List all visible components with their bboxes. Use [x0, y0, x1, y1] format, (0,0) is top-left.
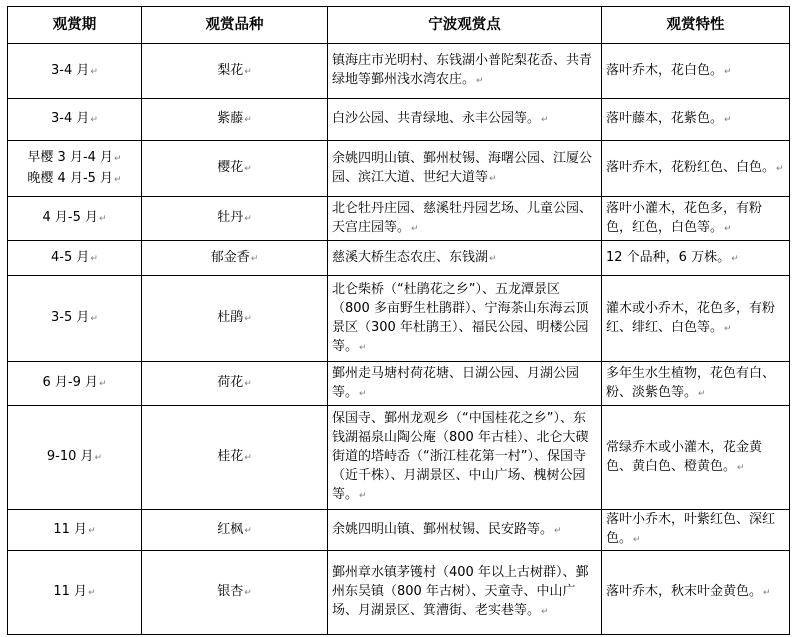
paragraph-mark-icon: ↵	[90, 115, 98, 125]
paragraph-mark-icon: ↵	[88, 525, 96, 536]
paragraph-mark-icon: ↵	[776, 164, 784, 174]
period-text	[12, 169, 137, 190]
paragraph-mark-icon: ↵	[737, 462, 745, 473]
places-text: 慈溪大桥生态农庄、东钱湖	[332, 249, 489, 265]
period-text: 3-5 月	[51, 310, 90, 325]
places-cell	[328, 276, 602, 362]
places-text: 余姚四明山镇、鄞州杖锡、海曙公园、江厦公园、滨江大道、世纪大道等	[332, 150, 593, 185]
period-text: 9-10 月	[46, 449, 94, 464]
variety-text: 郁金香	[210, 249, 250, 265]
features-text: 落叶小乔木，叶紫红色、深红色。	[606, 512, 776, 546]
variety-text: 樱花	[217, 160, 244, 175]
variety-cell	[142, 241, 328, 276]
variety-text: 银杏	[217, 584, 244, 599]
paragraph-mark-icon: ↵	[541, 607, 549, 617]
paragraph-mark-icon: ↵	[244, 588, 252, 598]
paragraph-mark-icon: ↵	[244, 66, 252, 77]
paragraph-mark-icon: ↵	[90, 314, 98, 324]
variety-text: 杜鹃	[217, 310, 244, 325]
variety-cell	[142, 510, 328, 551]
features-cell	[602, 44, 790, 99]
places-text: 鄞州走马塘村荷花塘、日湖公园、月湖公园等。	[332, 365, 580, 400]
features-cell	[602, 362, 790, 406]
paragraph-mark-icon: ↵	[90, 253, 98, 264]
period-cell	[8, 44, 142, 99]
paragraph-mark-icon: ↵	[541, 115, 549, 125]
table-row	[8, 510, 790, 551]
paragraph-mark-icon: ↵	[724, 66, 732, 77]
table-row	[8, 99, 790, 141]
paragraph-mark-icon: ↵	[244, 379, 252, 389]
places-text: 鄞州章水镇茅镬村（400 年以上古树群）、鄞州东吴镇（800 年古树）、天童寺、中山广场、月湖景区、箕漕街、老实巷等。	[332, 565, 589, 618]
paragraph-mark-icon: ↵	[98, 379, 107, 389]
paragraph-mark-icon: ↵	[731, 253, 739, 264]
paragraph-mark-icon: ↵	[244, 525, 252, 536]
period-text: 3-4 月	[51, 111, 90, 126]
paragraph-mark-icon: ↵	[244, 164, 252, 174]
table-row	[8, 362, 790, 406]
variety-text: 牡丹	[217, 210, 244, 225]
features-cell	[602, 241, 790, 276]
flower-viewing-table	[7, 6, 790, 635]
period-text: 4 月-5 月	[42, 210, 98, 225]
variety-text: 桂花	[217, 449, 244, 464]
places-cell	[328, 44, 602, 99]
paragraph-mark-icon: ↵	[359, 491, 367, 501]
features-cell	[602, 551, 790, 635]
places-cell	[328, 197, 602, 241]
paragraph-mark-icon: ↵	[359, 388, 367, 399]
paragraph-mark-icon: ↵	[90, 66, 98, 77]
header-features: 观赏特性	[602, 7, 790, 44]
period-cell	[8, 99, 142, 141]
places-cell	[328, 510, 602, 551]
paragraph-mark-icon: ↵	[489, 173, 497, 184]
paragraph-mark-icon: ↵	[633, 535, 641, 545]
period-text: 3-4 月	[51, 62, 90, 78]
table-row	[8, 197, 790, 241]
period-cell	[8, 276, 142, 362]
places-cell	[328, 141, 602, 197]
period-text: 11 月	[53, 584, 88, 599]
period-cell	[8, 141, 142, 197]
features-cell	[602, 141, 790, 197]
paragraph-mark-icon: ↵	[763, 588, 771, 598]
features-text: 多年生水生植物，花色有白、粉、淡紫色等。	[606, 365, 776, 400]
variety-cell	[142, 406, 328, 510]
places-text: 白沙公园、共青绿地、永丰公园等。	[332, 111, 541, 126]
variety-cell	[142, 276, 328, 362]
table-row	[8, 44, 790, 99]
places-text: 保国寺、鄞州龙观乡（“中国桂花之乡”）、东钱湖福泉山陶公庵（800 年古桂）、北仑大碶街道的塔峙岙（“浙江桂花第一村”）、保国寺（近千株）、月湖景区、中山广场、槐树公园等。	[332, 411, 589, 502]
features-text: 12 个品种，6 万株。	[606, 249, 731, 265]
table-header-row	[8, 7, 790, 44]
variety-cell	[142, 362, 328, 406]
features-text: 落叶乔木，花白色。	[606, 62, 724, 78]
features-cell	[602, 510, 790, 551]
variety-cell	[142, 44, 328, 99]
features-text: 灌木或小乔木，花色多，有粉红、绯红、白色等。	[606, 300, 776, 335]
header-variety: 观赏品种	[142, 7, 328, 44]
places-cell	[328, 551, 602, 635]
header-period: 观赏期	[8, 7, 142, 44]
table-row	[8, 551, 790, 635]
paragraph-mark-icon: ↵	[489, 253, 497, 264]
features-cell	[602, 197, 790, 241]
places-text: 镇海庄市光明村、东钱湖小普陀梨花岙、共青绿地等鄞州浅水湾农庄。	[332, 53, 593, 87]
paragraph-mark-icon: ↵	[411, 223, 419, 234]
features-text: 常绿乔木或小灌木，花金黄色、黄白色、橙黄色。	[606, 439, 763, 474]
features-cell	[602, 99, 790, 141]
places-text: 余姚四明山镇、鄞州杖锡、民安路等。	[332, 521, 554, 537]
variety-cell	[142, 99, 328, 141]
paragraph-mark-icon: ↵	[724, 115, 732, 125]
features-cell	[602, 276, 790, 362]
paragraph-mark-icon: ↵	[698, 388, 706, 399]
features-text: 落叶乔木，秋末叶金黄色。	[606, 584, 763, 599]
features-text: 落叶乔木，花粉红色、白色。	[606, 160, 776, 175]
paragraph-mark-icon: ↵	[724, 323, 732, 334]
period-text: 4-5 月	[51, 249, 90, 265]
period-cell	[8, 241, 142, 276]
paragraph-mark-icon: ↵	[114, 153, 122, 164]
period-cell	[8, 362, 142, 406]
variety-text: 紫藤	[217, 111, 244, 126]
period-text: 6 月-9 月	[42, 375, 98, 390]
table-row	[8, 276, 790, 362]
table-row	[8, 241, 790, 276]
variety-cell	[142, 551, 328, 635]
paragraph-mark-icon: ↵	[724, 223, 732, 234]
places-cell	[328, 406, 602, 510]
paragraph-mark-icon: ↵	[98, 214, 107, 224]
features-cell	[602, 406, 790, 510]
period-cell	[8, 551, 142, 635]
paragraph-mark-icon: ↵	[114, 174, 122, 185]
header-places: 宁波观赏点	[328, 7, 602, 44]
paragraph-mark-icon: ↵	[244, 214, 252, 224]
period-cell	[8, 406, 142, 510]
period-cell	[8, 510, 142, 551]
period-line: 早樱 3 月-4 月	[27, 149, 114, 165]
paragraph-mark-icon: ↵	[94, 453, 103, 463]
places-cell	[328, 362, 602, 406]
paragraph-mark-icon: ↵	[88, 588, 96, 598]
variety-text: 梨花	[217, 62, 244, 78]
places-cell	[328, 241, 602, 276]
period-cell	[8, 197, 142, 241]
paragraph-mark-icon: ↵	[554, 525, 562, 536]
document-page	[7, 6, 790, 635]
variety-cell	[142, 197, 328, 241]
period-text: 11 月	[53, 521, 88, 537]
paragraph-mark-icon: ↵	[359, 342, 367, 353]
period-line: 晚樱 4 月-5 月	[27, 170, 114, 186]
table-row	[8, 141, 790, 197]
table-row	[8, 406, 790, 510]
places-text: 北仑柴桥（“杜鹃花之乡”）、五龙潭景区（800 多亩野生杜鹃群）、宁海茶山东海云顶景区（300 年杜鹃王）、福民公园、明楼公园等。	[332, 281, 589, 354]
paragraph-mark-icon: ↵	[244, 314, 252, 324]
places-cell	[328, 99, 602, 141]
paragraph-mark-icon: ↵	[250, 253, 259, 264]
variety-cell	[142, 141, 328, 197]
features-text: 落叶小灌木，花色多，有粉色，红色，白色等。	[606, 200, 763, 235]
places-text: 北仑牡丹庄园、慈溪牡丹园艺场、儿童公园、天宫庄园等。	[332, 200, 593, 235]
paragraph-mark-icon: ↵	[244, 115, 252, 125]
variety-text: 荷花	[217, 375, 244, 390]
features-text: 落叶藤本，花紫色。	[606, 111, 724, 126]
paragraph-mark-icon: ↵	[244, 453, 252, 463]
paragraph-mark-icon: ↵	[476, 76, 484, 86]
period-text	[12, 148, 137, 169]
variety-text: 红枫	[217, 521, 244, 537]
